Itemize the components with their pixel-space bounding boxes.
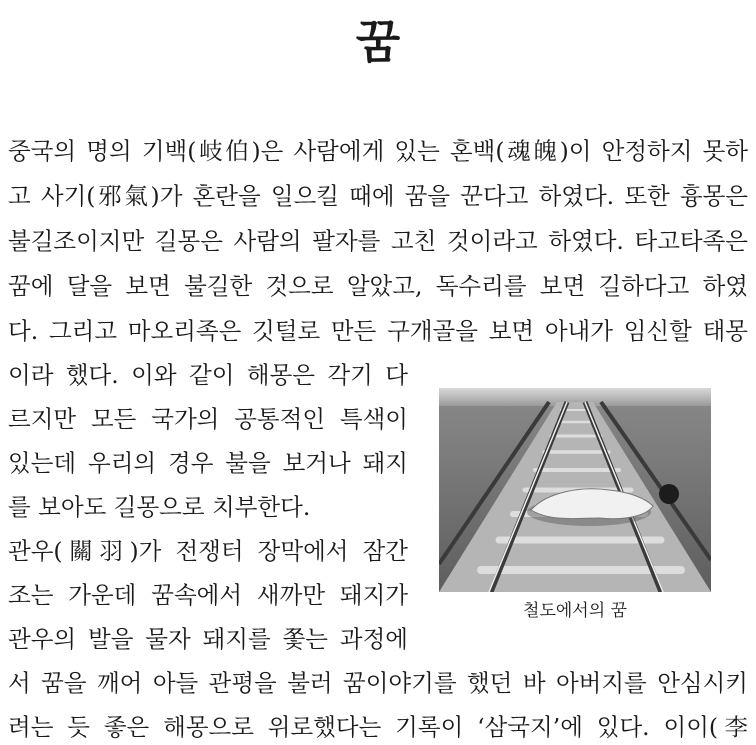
- body-text-line: 이라 했다. 이와 같이 해몽은 각기 다: [8, 361, 408, 389]
- body-text-line: 중국의 명의 기백(岐伯)은 사람에게 있는 혼백(魂魄)이 안정하지 못하: [8, 137, 748, 165]
- body-text-line: 불길조이지만 길몽은 사람의 팔자를 고친 것이라고 하였다. 타고타족은: [8, 227, 748, 255]
- page-title: 꿈: [355, 15, 401, 69]
- body-text-line: 조는 가운데 꿈속에서 새까만 돼지가: [8, 581, 408, 609]
- body-text-line: 려는 듯 좋은 해몽으로 위로했다는 기록이 ‘삼국지’에 있다. 이이(李: [8, 713, 748, 741]
- body-text-line: 꿈에 달을 보면 불길한 것으로 알았고, 독수리를 보면 길하다고 하였: [8, 272, 748, 300]
- body-text-line: 관우(關羽)가 전쟁터 장막에서 잠간: [8, 537, 408, 565]
- body-text-line: 를 보아도 길몽으로 치부한다.: [8, 493, 311, 521]
- railway-photo: [439, 388, 711, 592]
- body-text-line: 관우의 발을 물자 돼지를 쫓는 과정에: [8, 625, 408, 653]
- body-text-line: 다. 그리고 마오리족은 깃털로 만든 구개골을 보면 아내가 임신할 태몽: [8, 317, 748, 345]
- body-text-line: 고 사기(邪氣)가 혼란을 일으킬 때에 꿈을 꾼다고 하였다. 또한 흉몽은: [8, 182, 748, 210]
- body-text-line: 서 꿈을 깨어 아들 관평을 불러 꿈이야기를 했던 바 아버지를 안심시키: [8, 669, 748, 697]
- railway-photo-image: [439, 388, 711, 592]
- body-text-line: 르지만 모든 국가의 공통적인 특색이: [8, 405, 408, 433]
- body-text-line: 있는데 우리의 경우 불을 보거나 돼지: [8, 449, 408, 477]
- figure-caption: 철도에서의 꿈: [523, 601, 627, 621]
